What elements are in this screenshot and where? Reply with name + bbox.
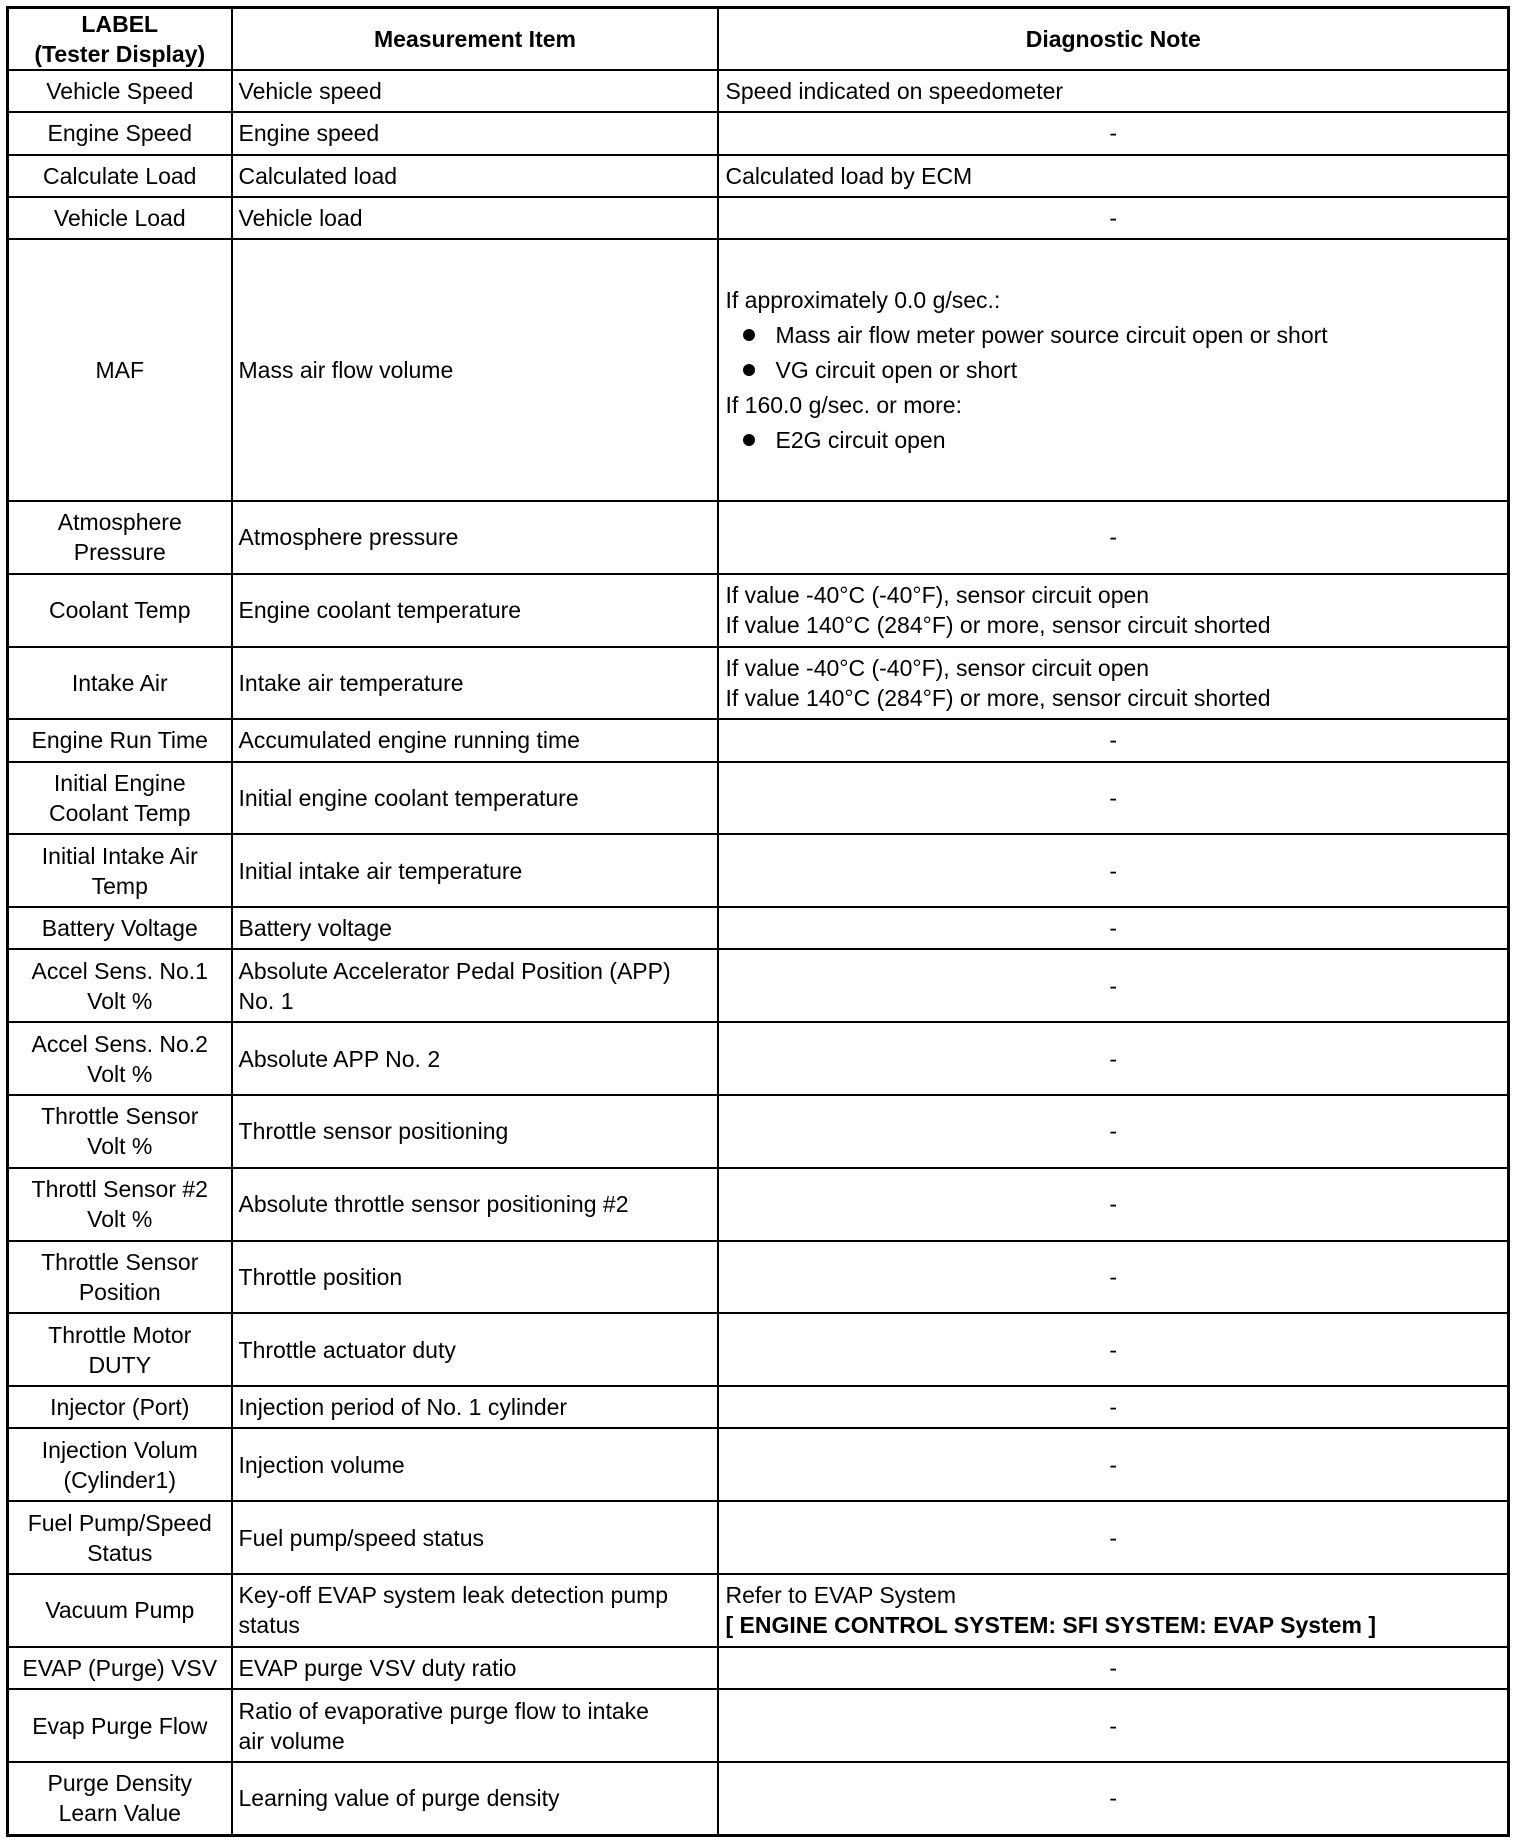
evap-system-reference-link[interactable]: [ ENGINE CONTROL SYSTEM: SFI SYSTEM: EVAP System ] xyxy=(725,1612,1376,1639)
row-measurement-item: Calculated load xyxy=(232,155,719,197)
header-diagnostic-note: Diagnostic Note xyxy=(718,8,1508,71)
row-diagnostic-note: - xyxy=(718,1501,1508,1574)
bullet-icon xyxy=(743,329,755,341)
table-row xyxy=(8,647,1509,720)
row-measurement-item: Absolute APP No. 2 xyxy=(232,1022,719,1095)
row-diagnostic-note: If value -40°C (-40°F), sensor circuit open If value 140°C (284°F) or more, sensor circuit shorted xyxy=(718,574,1508,647)
table-row xyxy=(8,239,1509,501)
row-measurement-item: Initial intake air temperature xyxy=(232,834,719,907)
row-label: Calculate Load xyxy=(8,155,232,197)
row-label: Atmosphere Pressure xyxy=(8,501,232,574)
row-diagnostic-note: - xyxy=(718,1428,1508,1501)
row-label: Accel Sens. No.1 Volt % xyxy=(8,949,232,1022)
row-measurement-item: Fuel pump/speed status xyxy=(232,1501,719,1574)
bullet-icon xyxy=(743,364,755,376)
row-measurement-item: Battery voltage xyxy=(232,907,719,949)
row-diagnostic-note: Speed indicated on speedometer xyxy=(718,70,1508,112)
row-label: Accel Sens. No.2 Volt % xyxy=(8,1022,232,1095)
row-diagnostic-note: - xyxy=(718,949,1508,1022)
row-measurement-item: Atmosphere pressure xyxy=(232,501,719,574)
row-label: Throttle Motor DUTY xyxy=(8,1313,232,1386)
data-list-table xyxy=(6,6,1510,1837)
header-label xyxy=(8,8,232,71)
row-label: Throttle Sensor Position xyxy=(8,1241,232,1314)
row-diagnostic-note: - xyxy=(718,501,1508,574)
row-measurement-item: Engine speed xyxy=(232,112,719,154)
note-bullet-item: VG circuit open or short xyxy=(725,356,1501,384)
row-measurement-item: Throttle actuator duty xyxy=(232,1313,719,1386)
row-measurement-item: Intake air temperature xyxy=(232,647,719,720)
row-measurement-item: Vehicle speed xyxy=(232,70,719,112)
table-row xyxy=(8,501,1509,574)
row-label: Initial Engine Coolant Temp xyxy=(8,762,232,835)
row-diagnostic-note: - xyxy=(718,112,1508,154)
row-label: Intake Air xyxy=(8,647,232,720)
row-measurement-item: Initial engine coolant temperature xyxy=(232,762,719,835)
row-diagnostic-note: - xyxy=(718,1386,1508,1428)
table-row xyxy=(8,1428,1509,1501)
row-label: Vacuum Pump xyxy=(8,1574,232,1647)
note-bullet-item: Mass air flow meter power source circuit open or short xyxy=(725,321,1501,349)
row-label: Vehicle Speed xyxy=(8,70,232,112)
header-label-line2: (Tester Display) xyxy=(34,41,206,67)
row-diagnostic-note: - xyxy=(718,907,1508,949)
row-measurement-item: Throttle sensor positioning xyxy=(232,1095,719,1168)
row-measurement-item: Injection period of No. 1 cylinder xyxy=(232,1386,719,1428)
row-label: Vehicle Load xyxy=(8,197,232,239)
row-diagnostic-note: - xyxy=(718,1689,1508,1762)
row-measurement-item: Key-off EVAP system leak detection pump status xyxy=(232,1574,719,1647)
table-row xyxy=(8,907,1509,949)
row-diagnostic-note: - xyxy=(718,1647,1508,1689)
row-label: MAF xyxy=(8,239,232,501)
row-diagnostic-note: - xyxy=(718,762,1508,835)
row-label: EVAP (Purge) VSV xyxy=(8,1647,232,1689)
row-measurement-item: EVAP purge VSV duty ratio xyxy=(232,1647,719,1689)
row-measurement-item: Absolute throttle sensor positioning #2 xyxy=(232,1168,719,1241)
row-measurement-item: Engine coolant temperature xyxy=(232,574,719,647)
row-diagnostic-note: - xyxy=(718,1168,1508,1241)
header-measurement-item: Measurement Item xyxy=(232,8,719,71)
row-measurement-item: Vehicle load xyxy=(232,197,719,239)
table-row xyxy=(8,1689,1509,1762)
row-measurement-item: Injection volume xyxy=(232,1428,719,1501)
row-measurement-item: Learning value of purge density xyxy=(232,1762,719,1836)
table-row xyxy=(8,834,1509,907)
row-measurement-item: Throttle position xyxy=(232,1241,719,1314)
row-measurement-item: Mass air flow volume xyxy=(232,239,719,501)
table-row xyxy=(8,1647,1509,1689)
table-row xyxy=(8,762,1509,835)
row-label: Battery Voltage xyxy=(8,907,232,949)
row-diagnostic-note: - xyxy=(718,719,1508,761)
row-diagnostic-note: - xyxy=(718,1313,1508,1386)
table-row xyxy=(8,155,1509,197)
table-row xyxy=(8,719,1509,761)
bullet-icon xyxy=(743,434,755,446)
table-row xyxy=(8,1762,1509,1836)
row-label: Initial Intake Air Temp xyxy=(8,834,232,907)
row-label: Injection Volum (Cylinder1) xyxy=(8,1428,232,1501)
row-label: Engine Speed xyxy=(8,112,232,154)
table-row xyxy=(8,112,1509,154)
row-diagnostic-note: Calculated load by ECM xyxy=(718,155,1508,197)
table-row xyxy=(8,949,1509,1022)
row-measurement-item: Accumulated engine running time xyxy=(232,719,719,761)
header-row xyxy=(8,8,1509,71)
header-label-line1: LABEL xyxy=(81,11,159,37)
row-diagnostic-note: - xyxy=(718,834,1508,907)
row-diagnostic-note: - xyxy=(718,1095,1508,1168)
table-row xyxy=(8,1501,1509,1574)
row-diagnostic-note: - xyxy=(718,1241,1508,1314)
row-label: Throttle Sensor Volt % xyxy=(8,1095,232,1168)
row-measurement-item: Ratio of evaporative purge flow to intake air volume xyxy=(232,1689,719,1762)
row-diagnostic-note: - xyxy=(718,197,1508,239)
row-label: Injector (Port) xyxy=(8,1386,232,1428)
note-paragraph: If 160.0 g/sec. or more: xyxy=(725,391,962,418)
row-measurement-item: Absolute Accelerator Pedal Position (APP) No. 1 xyxy=(232,949,719,1022)
row-label: Fuel Pump/Speed Status xyxy=(8,1501,232,1574)
table-row xyxy=(8,197,1509,239)
row-diagnostic-note: Refer to EVAP System [ ENGINE CONTROL SYSTEM: SFI SYSTEM: EVAP System ] xyxy=(718,1574,1508,1647)
row-diagnostic-note: - xyxy=(718,1762,1508,1836)
row-label: Engine Run Time xyxy=(8,719,232,761)
table-row xyxy=(8,1574,1509,1647)
table-row xyxy=(8,1386,1509,1428)
note-bullet-item: E2G circuit open xyxy=(725,426,1501,454)
row-label: Purge Density Learn Value xyxy=(8,1762,232,1836)
table-row xyxy=(8,574,1509,647)
row-diagnostic-note: - xyxy=(718,1022,1508,1095)
table-row xyxy=(8,1022,1509,1095)
table-row xyxy=(8,1313,1509,1386)
row-diagnostic-note: If value -40°C (-40°F), sensor circuit open If value 140°C (284°F) or more, sensor circuit shorted xyxy=(718,647,1508,720)
row-label: Evap Purge Flow xyxy=(8,1689,232,1762)
row-diagnostic-note xyxy=(718,239,1508,501)
table-row xyxy=(8,1168,1509,1241)
table-row xyxy=(8,70,1509,112)
note-paragraph: If approximately 0.0 g/sec.: xyxy=(725,286,1001,313)
row-label: Throttl Sensor #2 Volt % xyxy=(8,1168,232,1241)
table-row xyxy=(8,1241,1509,1314)
table-row xyxy=(8,1095,1509,1168)
row-label: Coolant Temp xyxy=(8,574,232,647)
